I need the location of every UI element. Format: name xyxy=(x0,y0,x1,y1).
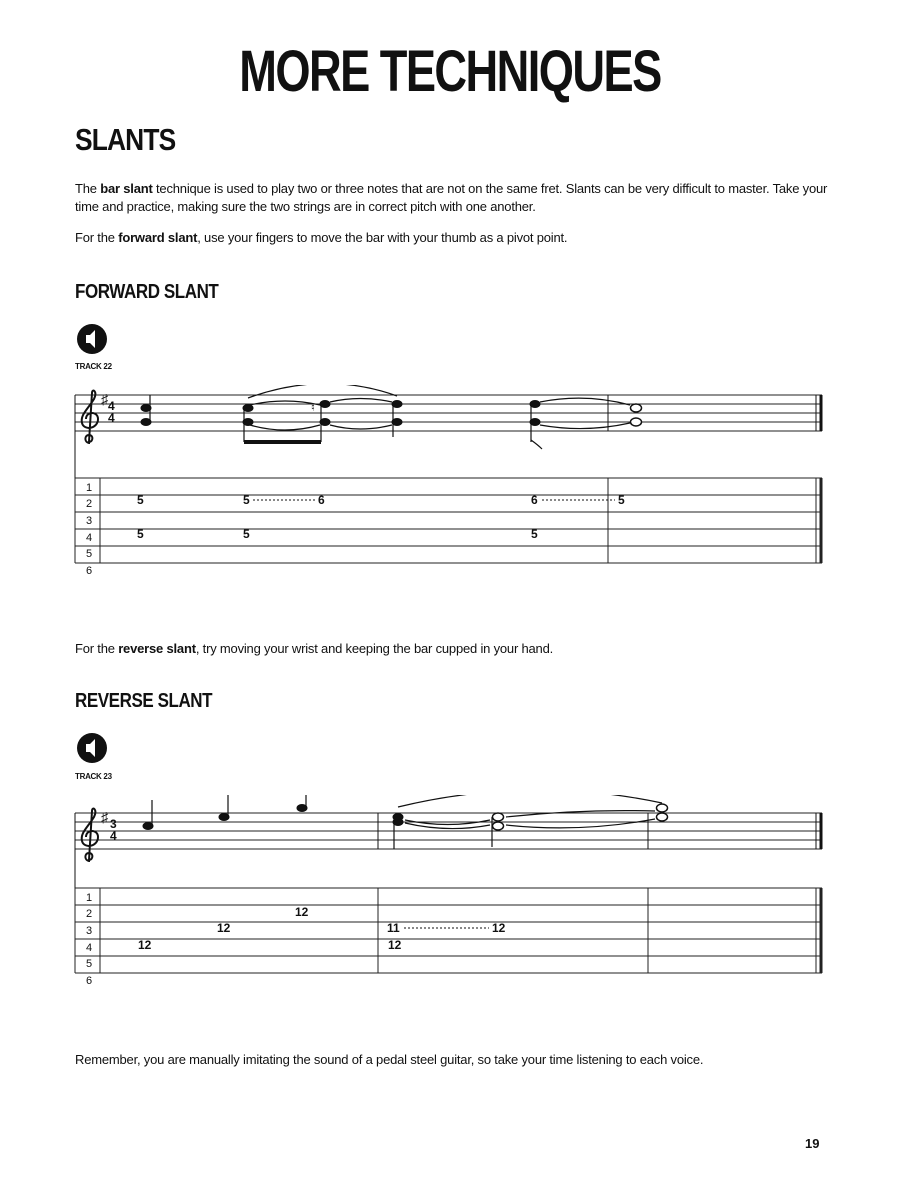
reverse-paragraph xyxy=(75,640,835,658)
string-number: 1 xyxy=(86,482,93,494)
staff-lines xyxy=(75,395,822,431)
page-title: MORE TECHNIQUES xyxy=(239,39,661,104)
time-signature-top: 4 xyxy=(108,399,115,413)
reverse-bold-term: reverse slant xyxy=(118,641,196,656)
ties-and-slurs xyxy=(398,795,662,829)
intro-text-1: The xyxy=(75,181,101,196)
reverse-slant-notation xyxy=(70,795,830,995)
tab-number: 6 xyxy=(531,493,538,507)
string-number: 6 xyxy=(86,565,93,577)
intro-text-2: technique is used to play two or three notes that are not on the same fret. Slants can be very difficult to master. Take your time and practice, making sure the two strings are in correct pitch with one another. xyxy=(75,181,828,214)
tab-number: 5 xyxy=(243,493,250,507)
string-number: 6 xyxy=(86,975,93,987)
treble-clef xyxy=(82,391,98,443)
track-label: TRACK 23 xyxy=(75,772,112,781)
tab-number: 6 xyxy=(318,493,325,507)
forward-bold-term: forward slant xyxy=(118,230,198,245)
string-number: 2 xyxy=(86,908,93,920)
reverse-text-2: , try moving your wrist and keeping the bar cupped in your hand. xyxy=(195,641,554,656)
example-title-reverse: REVERSE SLANT xyxy=(75,690,213,712)
intro-paragraph xyxy=(75,180,835,216)
tab-number: 11 xyxy=(387,921,400,935)
audio-track-icon[interactable] xyxy=(75,731,109,765)
tab-number: 5 xyxy=(618,493,625,507)
tab-number: 5 xyxy=(137,493,144,507)
svg-text:♯: ♯ xyxy=(101,391,108,407)
forward-paragraph xyxy=(75,229,835,247)
forward-text-2: , use your fingers to move the bar with your thumb as a pivot point. xyxy=(197,230,568,245)
time-signature-bottom: 4 xyxy=(110,829,117,843)
forward-text-1: For the xyxy=(75,230,119,245)
tab-number: 12 xyxy=(138,938,152,952)
string-number: 2 xyxy=(86,498,93,510)
treble-clef xyxy=(82,809,98,861)
reverse-text-1: For the xyxy=(75,641,119,656)
forward-slant-notation xyxy=(70,385,830,585)
tab-number: 12 xyxy=(492,921,506,935)
audio-track-icon[interactable] xyxy=(75,322,109,356)
natural-sign: ♮ xyxy=(311,402,315,414)
intro-bold-term: bar slant xyxy=(100,181,153,196)
string-number: 4 xyxy=(86,532,93,544)
tab-number: 5 xyxy=(531,527,538,541)
tab-number: 12 xyxy=(217,921,231,935)
tab-number: 12 xyxy=(295,905,309,919)
string-number: 1 xyxy=(86,892,93,904)
string-number: 5 xyxy=(86,548,93,560)
barlines xyxy=(75,395,821,478)
tab-number: 5 xyxy=(137,527,144,541)
svg-text:♯: ♯ xyxy=(101,809,108,825)
page-number: 19 xyxy=(805,1136,820,1151)
staff-lines xyxy=(75,813,822,849)
track-label: TRACK 22 xyxy=(75,362,112,371)
closing-paragraph: Remember, you are manually imitating the sound of a pedal steel guitar, so take your time listening to each voice. xyxy=(75,1052,704,1067)
tab-lines xyxy=(75,478,822,563)
section-title: SLANTS xyxy=(75,122,176,157)
string-number: 3 xyxy=(86,925,93,937)
tab-number: 5 xyxy=(243,527,250,541)
ties-and-slurs xyxy=(248,385,630,430)
time-signature-top: 3 xyxy=(110,817,117,831)
time-signature-bottom: 4 xyxy=(108,411,115,425)
example-title-forward: FORWARD SLANT xyxy=(75,281,219,303)
string-number: 4 xyxy=(86,942,93,954)
tab-lines xyxy=(75,888,822,973)
string-number: 3 xyxy=(86,515,93,527)
string-number: 5 xyxy=(86,958,93,970)
key-signature xyxy=(101,809,109,825)
tab-number: 12 xyxy=(388,938,402,952)
